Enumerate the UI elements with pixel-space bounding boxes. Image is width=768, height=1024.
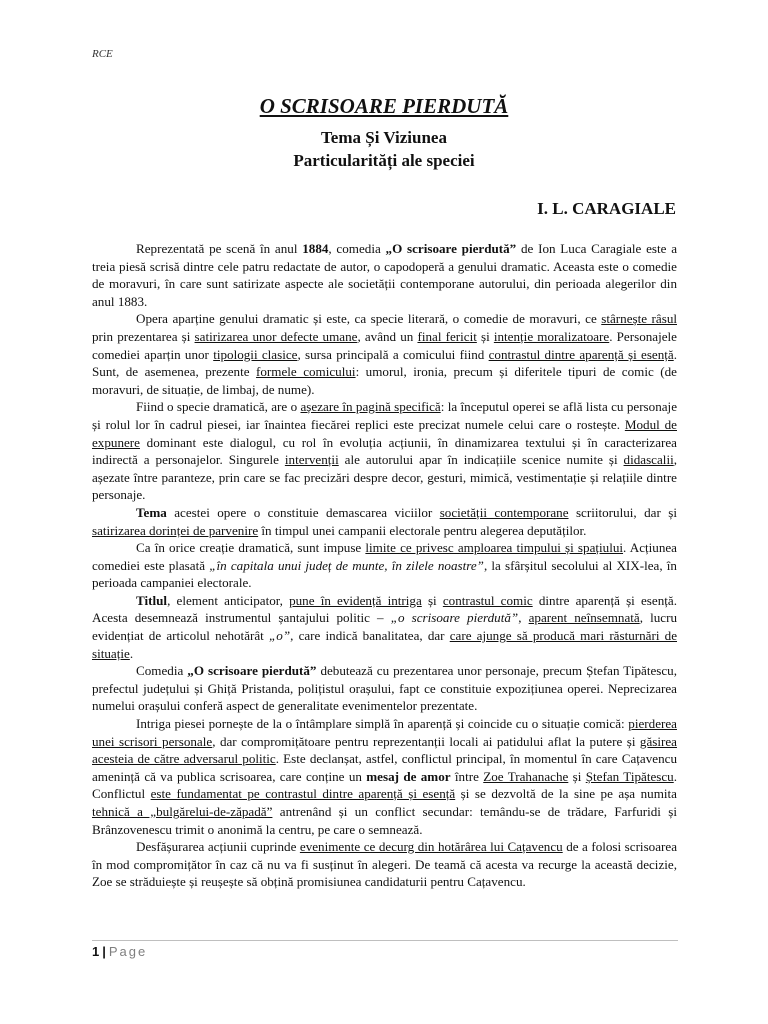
paragraph-1: Reprezentată pe scenă în anul 1884, comedia „O scrisoare pierdută” de Ion Luca Caragiale este a treia piesă scrisă dintre cele patru redactate de autor, o capodoperă a genului dramatic. Aceasta este o comedie de moravuri, în care sunt satirizate aspecte ale societății contemporane autorului, din perioada alegerilor din anul 1883. [92,241,677,309]
page-label: Page [108,944,148,959]
paragraph-4: Tema acestei opere o constituie demascarea viciilor societății contemporane scriitorului, dar și satirizarea dorinței de parvenire în timpul unei campanii electorale pentru alegerea deputăților. [92,504,677,538]
body-text [92,240,677,891]
paragraph-3: Fiind o specie dramatică, are o așezare în pagină specifică: la începutul operei se află lista cu personaje și rolul lor în cadrul piesei, iar înaintea fiecărei replici este precizat numele celui care o rostește. Modul de expunere dominant este dialogul, cu rol în evoluția acțiunii, în dinamizarea textului și în caracterizarea indirectă a personajelor. Singurele intervenții ale autorului apar în indicațiile scenice numite și didascalii, așezate între paranteze, prin care se fac precizări despre decor, gesturi, mimică, vestimentație și relațiile dintre personaje. [92,399,678,503]
paragraph-6: Titlul, element anticipator, pune în evidență intriga și contrastul comic dintre aparență și esență. Acesta desemnează instrumentul șantajului politic – „o scrisoare pierdută”, aparent neînsemnată, lucru evidențiat de articolul nehotărât „o”, care indică banalitatea, dar care ajunge să producă mari răsturnări de situație. [92,592,678,661]
paragraph-8: Intriga piesei pornește de la o întâmplare simplă în aparență și coincide cu o situație comică: pierderea unei scrisori personale, dar compromițătoare pentru reprezentanții locali ai patidului aflat la putere și găsirea acesteia de către adversarul politic. Este declanșat, astfel, conflictul principal, în momentul în care Cațavencu amenință că va publica scrisoarea, care conține un mesaj de amor între Zoe Trahanache și Ștefan Tipătescu. Conflictul este fundamentat pe contrastul dintre aparență și esență și se dezvoltă de la sine pe așa numita tehnică a „bulgărelui-de-zăpadă” antrenând și un conflict secundar: temându-se de trădare, Farfuridi și Brânzovenescu trimit o anonimă la centru, pe care o semnează. [92,716,678,837]
paragraph-2: Opera aparține genului dramatic și este, ca specie literară, o comedie de moravuri, ce stârnește râsul prin prezentarea și satirizarea unor defecte umane, având un final fericit și intenție moralizatoare. Personajele comediei aparțin unor tipologii clasice, sursa principală a comicului fiind contrastul dintre aparență și esență. Sunt, de asemenea, prezente formele comicului: umorul, ironia, precum și diferitele tipuri de comic (de moravuri, de situație, de limbaj, de nume). [92,311,677,397]
paragraph-7: Comedia „O scrisoare pierdută” debutează cu prezentarea unor personaje, precum Ștefan Tipătescu, prefectul județului și Ghiță Pristanda, polițistul orașului, fapt ce constituie expozițiunea operei. Neprecizarea numelui orașului conferă aspect de generalitate evenimentelor prezentate. [92,663,677,714]
page-footer [92,944,147,959]
paragraph-5: Ca în orice creație dramatică, sunt impuse limite ce privesc amploarea timpului și spațiului. Acțiunea comediei este plasată „în capitala unui județ de munte, în zilele noastre”, la sfârșitul secolului al XIX-lea, în perioada campaniei electorale. [92,540,677,591]
author-name: I. L. CARAGIALE [537,199,676,218]
page-number: 1 [92,944,100,959]
subtitle-theme: Tema Și Viziunea [321,128,447,147]
page-title: O SCRISOARE PIERDUTĂ [259,94,509,118]
header-note: RCE [92,48,113,60]
subtitle-particularities: Particularități ale speciei [293,151,475,170]
footer-separator: | [102,944,106,959]
footer-divider [92,940,678,941]
paragraph-9: Desfășurarea acțiunii cuprinde evenimente ce decurg din hotărârea lui Cațavencu de a folosi scrisoarea în mod compromițător în caz că nu va fi susținut în alegeri. De teamă că acesta va recurge la această decizie, Zoe se străduiește și reușește să obțină promisiunea candidaturii pentru Cațavencu. [92,839,678,890]
